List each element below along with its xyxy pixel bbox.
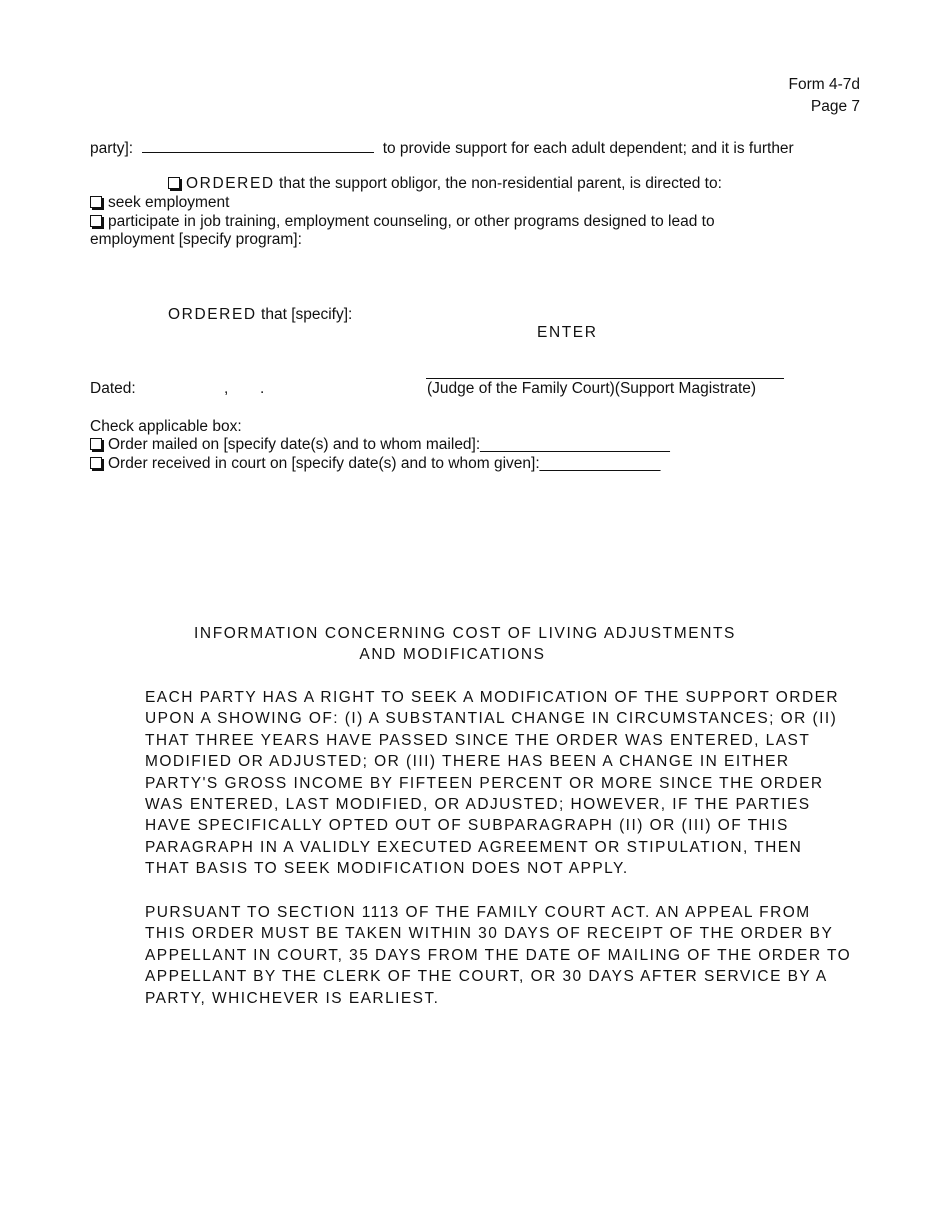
option-seek-employment xyxy=(90,194,229,212)
job-training-label-cont: employment [specify program]: xyxy=(90,231,302,248)
dated-label: Dated: xyxy=(90,380,136,397)
form-number: Form 4-7d xyxy=(788,76,860,93)
ordered-directive xyxy=(168,175,722,193)
order-mailed-row xyxy=(90,436,670,454)
job-training-label: participate in job training, employment counseling, or other programs designed to lead to xyxy=(108,213,715,230)
para1-line: PARAGRAPH IN A VALIDLY EXECUTED AGREEMENT OR STIPULATION, THEN xyxy=(145,838,803,856)
para2-line: PURSUANT TO SECTION 1113 OF THE FAMILY COURT ACT. AN APPEAL FROM xyxy=(145,904,811,921)
para2-line: APPELLANT BY THE CLERK OF THE COURT, OR 30 DAYS AFTER SERVICE BY A xyxy=(145,968,828,986)
option-job-training xyxy=(90,213,715,231)
para2-line: THIS ORDER MUST BE TAKEN WITHIN 30 DAYS OF RECEIPT OF THE ORDER BY xyxy=(145,925,834,943)
party-line xyxy=(90,138,794,158)
para1-line: EACH PARTY HAS A RIGHT TO SEEK A MODIFICATION OF THE SUPPORT ORDER xyxy=(145,689,840,706)
info-title-2: AND MODIFICATIONS xyxy=(359,646,546,663)
para1-line: HAVE SPECIFICALLY OPTED OUT OF SUBPARAGRAPH (II) OR (III) OF THIS xyxy=(145,817,789,835)
ordered-specify-keyword: ORDERED xyxy=(168,306,257,323)
ordered-keyword: ORDERED xyxy=(186,175,275,192)
para1-line: WAS ENTERED, LAST MODIFIED, OR ADJUSTED; HOWEVER, IF THE PARTIES xyxy=(145,796,811,814)
info-title-1: INFORMATION CONCERNING COST OF LIVING ADJUSTMENTS xyxy=(194,625,736,642)
enter-label: ENTER xyxy=(537,324,598,341)
signature-line xyxy=(426,378,784,379)
page-number: Page 7 xyxy=(810,98,860,115)
appeal-paragraph xyxy=(145,902,865,1009)
order-received-row xyxy=(90,455,660,473)
para1-line: THAT THREE YEARS HAVE PASSED SINCE THE ORDER WAS ENTERED, LAST xyxy=(145,731,811,749)
para1-line: UPON A SHOWING OF: (I) A SUBSTANTIAL CHANGE IN CIRCUMSTANCES; OR (II) xyxy=(145,710,838,728)
para1-line: MODIFIED OR ADJUSTED; OR (III) THERE HAS BEEN A CHANGE IN EITHER xyxy=(145,753,790,771)
para2-line: PARTY, WHICHEVER IS EARLIEST. xyxy=(145,989,440,1007)
order-mailed-checkbox[interactable] xyxy=(90,438,102,450)
para1-line: PARTY'S GROSS INCOME BY FIFTEEN PERCENT OR MORE SINCE THE ORDER xyxy=(145,774,824,792)
check-heading: Check applicable box: xyxy=(90,418,242,435)
party-line-text: to provide support for each adult dependent; and it is further xyxy=(382,140,794,157)
order-received-checkbox[interactable] xyxy=(90,457,102,469)
ordered-text: that the support obligor, the non-residential parent, is directed to: xyxy=(279,175,722,192)
dated-comma: , xyxy=(224,380,229,397)
order-mailed-label: Order mailed on [specify date(s) and to whom mailed]:______________________ xyxy=(108,436,670,453)
para2-line: APPELLANT IN COURT, 35 DAYS FROM THE DATE OF MAILING OF THE ORDER TO xyxy=(145,946,852,964)
ordered-checkbox[interactable] xyxy=(168,177,180,189)
para1-line: THAT BASIS TO SEEK MODIFICATION DOES NOT APPLY. xyxy=(145,860,629,878)
modification-paragraph xyxy=(145,687,865,880)
ordered-specify xyxy=(168,306,352,324)
job-training-checkbox[interactable] xyxy=(90,215,102,227)
order-received-label: Order received in court on [specify date(s) and to whom given]:______________ xyxy=(108,455,661,472)
judge-caption: (Judge of the Family Court)(Support Magistrate) xyxy=(427,380,757,397)
dated-period: . xyxy=(260,380,265,397)
ordered-specify-text: that [specify]: xyxy=(261,306,353,323)
party-blank[interactable] xyxy=(142,138,374,153)
seek-employment-checkbox[interactable] xyxy=(90,196,102,208)
party-label: party]: xyxy=(90,140,134,157)
seek-employment-label: seek employment xyxy=(108,194,230,211)
